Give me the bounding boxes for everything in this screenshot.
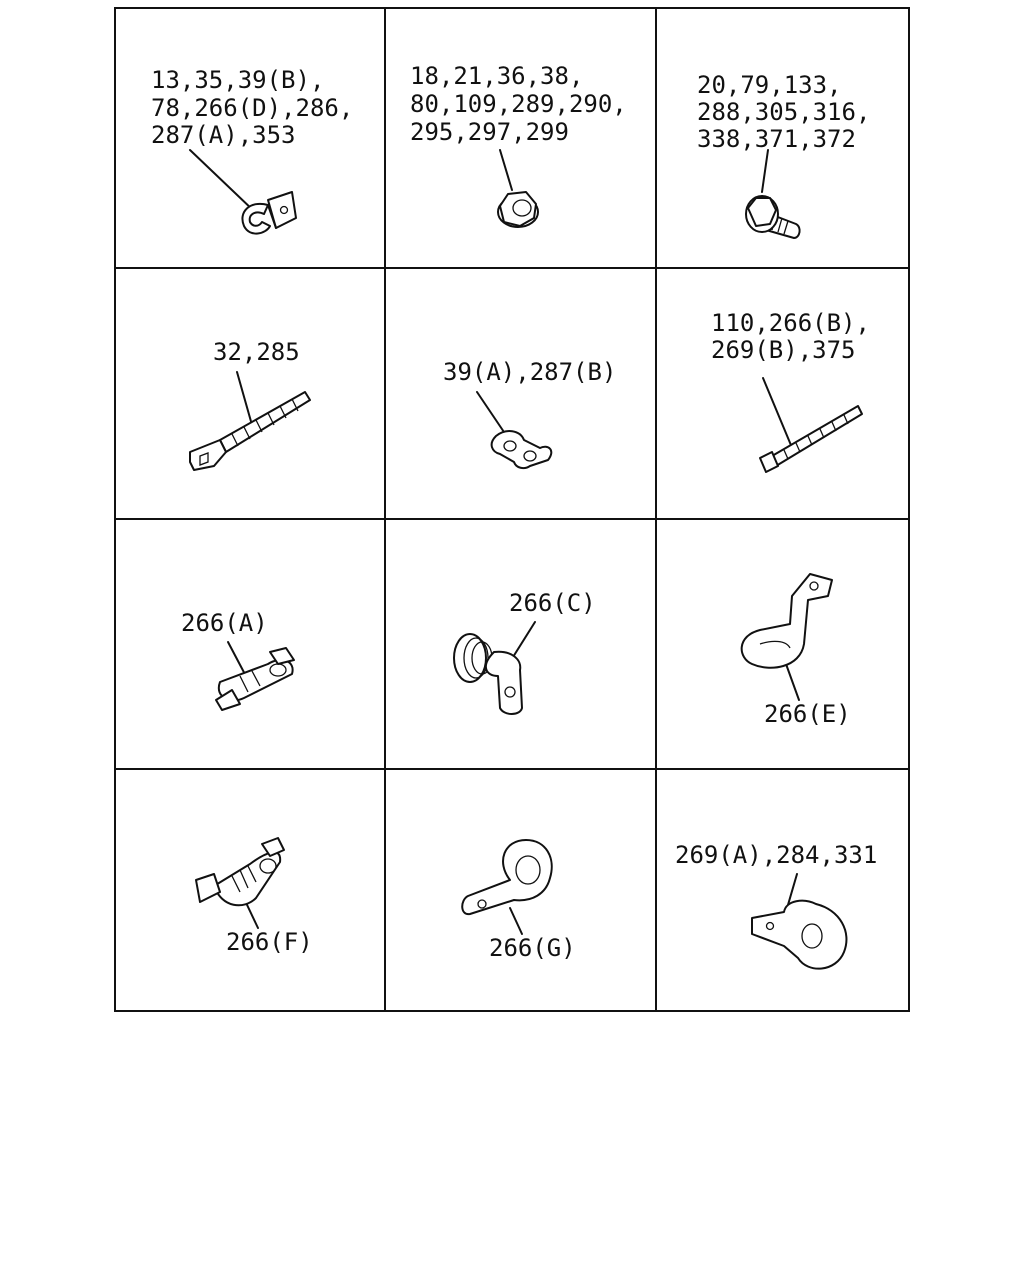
cell-12 — [675, 841, 877, 969]
cell-5 — [443, 358, 616, 468]
cell-9-label-line-1: 266(E) — [764, 700, 851, 728]
cell-7-label — [181, 609, 268, 637]
cell-2-label-line-1: 18,21,36,38, — [410, 62, 584, 90]
cell-7-label-line-1: 266(A) — [181, 609, 268, 637]
cell-7 — [181, 609, 294, 710]
cell-3-label-line-1: 20,79,133, — [697, 71, 842, 99]
double-pipe-clip-icon — [492, 431, 552, 468]
cable-tie-clip-icon — [190, 392, 310, 470]
cell-1-label — [151, 66, 368, 149]
cell-9-label — [764, 700, 851, 728]
cell-6 — [711, 309, 884, 472]
cell-1-leader-line — [190, 150, 255, 212]
cell-10-label — [226, 928, 313, 956]
grommet-clamp-icon — [454, 634, 522, 714]
cell-5-label-line-1: 39(A),287(B) — [443, 358, 617, 386]
cell-11-label — [489, 934, 576, 962]
cell-8-label — [509, 589, 596, 617]
cell-11-leader-line — [510, 908, 522, 934]
cell-11-label-line-1: 266(G) — [489, 934, 576, 962]
ribbed-hose-clip-icon — [196, 838, 284, 905]
cell-4 — [190, 338, 310, 470]
cell-2-leader-line — [500, 150, 512, 190]
cell-3-label-line-2: 288,305,316, — [697, 98, 871, 126]
cell-1-label-line-3: 287(A),353 — [151, 121, 296, 149]
cell-1-label-line-1: 13,35,39(B), — [151, 66, 325, 94]
cell-6-label-line-1: 110,266(B), — [711, 309, 870, 337]
cell-6-label-line-2: 269(B),375 — [711, 336, 856, 364]
cell-1-label-line-2: 78,266(D),286, — [151, 94, 354, 122]
cell-6-label — [711, 309, 884, 364]
cell-2-label-line-2: 80,109,289,290, — [410, 90, 627, 118]
cell-10-label-line-1: 266(F) — [226, 928, 313, 956]
cell-9-leader-line — [786, 664, 799, 700]
cell-3-leader-line — [762, 150, 768, 192]
cell-3-label — [697, 71, 885, 153]
cell-3-label-line-3: 338,371,372 — [697, 125, 856, 153]
cell-2 — [410, 62, 641, 227]
cell-2-label — [410, 62, 641, 146]
cell-12-label-line-1: 269(A),284,331 — [675, 841, 878, 869]
cell-4-leader-line — [237, 372, 252, 425]
pipe-clamp-with-tab-icon — [242, 192, 296, 234]
cell-6-leader-line — [763, 378, 793, 450]
cell-8-label-line-1: 266(C) — [509, 589, 596, 617]
p-clamp-icon — [752, 901, 846, 969]
cushioned-p-clamp-icon — [462, 840, 552, 914]
cell-5-label — [443, 358, 616, 386]
cell-9 — [742, 574, 851, 728]
cell-12-label — [675, 841, 877, 869]
offset-p-clamp-icon — [742, 574, 832, 668]
cell-4-label-line-1: 32,285 — [213, 338, 300, 366]
cell-3 — [697, 71, 885, 238]
cell-10 — [196, 838, 313, 956]
flange-bolt-icon — [746, 196, 800, 238]
cell-4-label — [213, 338, 300, 366]
cable-tie-icon — [760, 406, 862, 472]
flange-nut-icon — [498, 192, 538, 227]
cell-2-label-line-3: 295,297,299 — [410, 118, 569, 146]
cell-1 — [151, 66, 368, 234]
cell-11 — [462, 840, 575, 962]
double-hose-clip-icon — [216, 648, 294, 710]
cell-8 — [454, 589, 596, 714]
